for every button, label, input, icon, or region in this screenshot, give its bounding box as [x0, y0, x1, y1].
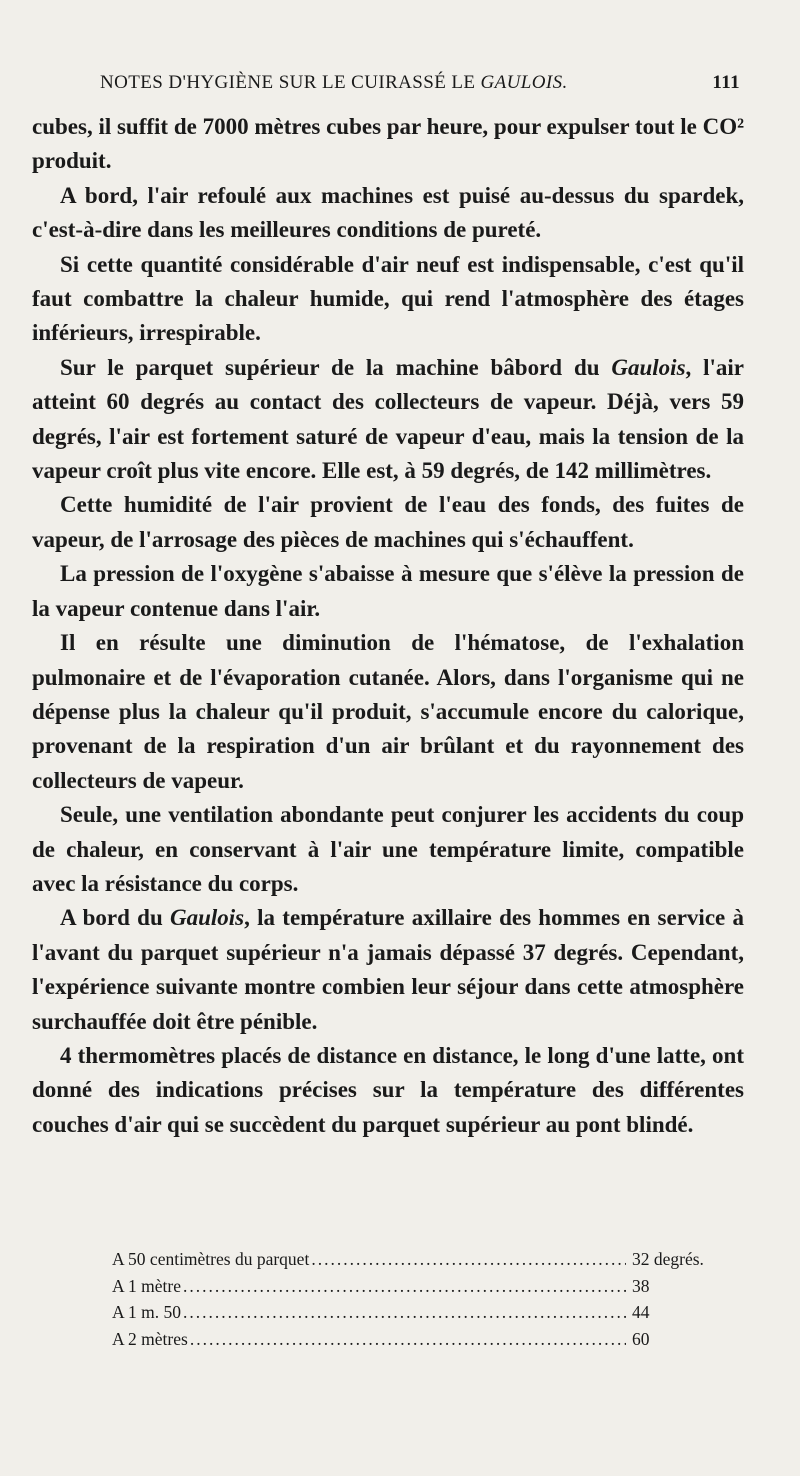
running-head	[100, 72, 692, 94]
running-head-text: NOTES D'HYGIÈNE SUR LE CUIRASSÉ LE	[100, 72, 476, 93]
paragraph: 4 thermomètres placés de distance en distance, le long d'une latte, ont donné des indications précises sur la température des différentes couches d'air qui se succèdent du parquet supérieur au pont blindé.	[32, 1042, 744, 1137]
table-row	[112, 1326, 742, 1353]
paragraph: Seule, une ventilation abondante peut conjurer les accidents du coup de chaleur, en conservant à l'air une température limite, compatible avec la résistance du corps.	[32, 802, 744, 896]
page-number: 111	[712, 72, 740, 93]
row-label: A 1 m. 50	[112, 1302, 182, 1322]
row-value: 32 degrés.	[632, 1249, 704, 1269]
ship-name: Gaulois	[170, 905, 245, 931]
row-value: 44	[632, 1302, 650, 1322]
body-text	[32, 110, 744, 1142]
paragraph: Cette humidité de l'air provient de l'eau des fonds, des fuites de vapeur, de l'arrosage des pièces de machines qui s'échauffent.	[32, 492, 744, 552]
paragraph: Il en résulte une diminution de l'hématose, de l'exhalation pulmonaire et de l'évaporation cutanée. Alors, dans l'organisme qui ne dépense plus la chaleur qu'il produit, s'accumule encore du calorique, provenant de la respiration d'un air brûlant et du rayonnement des collecteurs de vapeur.	[32, 630, 744, 793]
paragraph	[32, 901, 744, 1039]
paragraph: cubes, il suffit de 7000 mètres cubes par heure, pour expulser tout le CO² produit.	[32, 114, 745, 174]
running-head-ship-name: GAULOIS.	[480, 72, 568, 93]
text-run: , la température axillaire des hommes en service à l'avant du parquet supérieur n'a jamais dépassé 37 degrés. Cependant, l'expérience suivante montre combien leur séjour dans cette atmosphère surchauffée doit être pénible.	[32, 905, 744, 1034]
row-label: A 2 mètres	[112, 1328, 188, 1349]
table-row	[112, 1246, 742, 1273]
paragraph	[32, 351, 744, 489]
leader-dots	[183, 1299, 626, 1326]
row-value: 60	[632, 1328, 650, 1349]
paragraph: Si cette quantité considérable d'air neuf est indispensable, c'est qu'il faut combattre la chaleur humide, qui rend l'atmosphère des étages inférieurs, irrespirable.	[32, 251, 744, 346]
leader-dots	[311, 1246, 626, 1273]
leader-dots	[190, 1326, 626, 1353]
paragraph: A bord, l'air refoulé aux machines est puisé au-dessus du spardek, c'est-à-dire dans les meilleures conditions de pureté.	[32, 182, 744, 243]
text-run: A bord du	[60, 905, 163, 931]
table-row	[112, 1299, 742, 1326]
row-value: 38	[632, 1275, 650, 1296]
ship-name: Gaulois	[611, 354, 686, 380]
row-label: A 1 mètre	[112, 1275, 182, 1296]
table-row	[112, 1273, 742, 1300]
paragraph: La pression de l'oxygène s'abaisse à mesure que s'élève la pression de la vapeur contenue dans l'air.	[32, 561, 744, 621]
text-run: , l'air atteint 60 degrés au contact des collecteurs de vapeur. Déjà, vers 59 degrés, l'air est fortement saturé de vapeur d'eau, mais la tension de la vapeur croît plus vite encore. Elle est, à 59 degrés, de 142 millimètres.	[32, 354, 745, 484]
temperature-table	[112, 1246, 742, 1352]
row-label: A 50 centimètres du parquet	[112, 1249, 310, 1269]
page-header	[100, 72, 740, 102]
leader-dots	[183, 1273, 626, 1300]
text-run: Sur le parquet supérieur de la machine bâbord du	[60, 354, 600, 380]
